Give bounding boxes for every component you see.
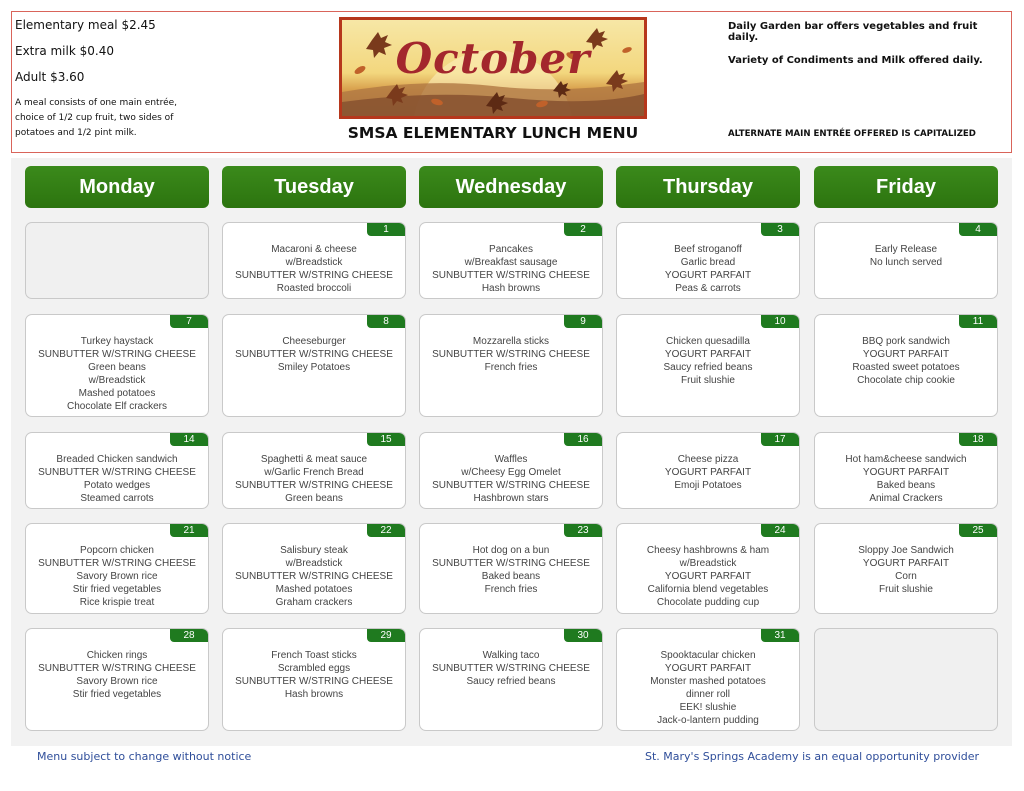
date-number: 1 [367, 223, 405, 236]
day-cell [25, 314, 209, 417]
date-number: 2 [564, 223, 602, 236]
day-cell [25, 432, 209, 509]
menu-item: YOGURT PARFAIT [664, 571, 752, 582]
day-cell [814, 432, 998, 509]
menu-item: Baked beans [481, 571, 541, 582]
menu-item: Potato wedges [83, 480, 151, 491]
date-number: 28 [170, 629, 208, 642]
menu-items [420, 243, 602, 295]
date-number: 30 [564, 629, 602, 642]
day-cell [814, 628, 998, 731]
menu-item: SUNBUTTER W/STRING CHEESE [38, 349, 196, 360]
menu-item: YOGURT PARFAIT [862, 558, 950, 569]
menu-item: Roasted broccoli [276, 283, 352, 294]
date-number: 22 [367, 524, 405, 537]
menu-item: Stir fried vegetables [72, 584, 162, 595]
menu-item: Chicken quesadilla [666, 336, 750, 347]
day-cell [814, 314, 998, 417]
date-number: 18 [959, 433, 997, 446]
october-banner [339, 17, 647, 119]
menu-item: Emoji Potatoes [674, 480, 742, 491]
menu-item: BBQ pork sandwich [862, 336, 950, 347]
date-number: 17 [761, 433, 799, 446]
day-cell [814, 523, 998, 614]
menu-item: Fruit slushie [879, 584, 933, 595]
menu-item: Saucy refried beans [466, 676, 556, 687]
menu-item: French Toast sticks [271, 650, 357, 661]
menu-item: Cheesy hashbrowns & ham [646, 545, 770, 556]
menu-item: YOGURT PARFAIT [862, 467, 950, 478]
menu-item: SUNBUTTER W/STRING CHEESE [235, 571, 393, 582]
date-number: 24 [761, 524, 799, 537]
menu-item: Saucy refried beans [663, 362, 753, 373]
menu-item: SUNBUTTER W/STRING CHEESE [235, 349, 393, 360]
day-cell [419, 523, 603, 614]
menu-item: Sloppy Joe Sandwich [858, 545, 954, 556]
menu-item: Early Release [874, 244, 938, 255]
day-header-friday: Friday [814, 166, 998, 208]
menu-item: Scrambled eggs [277, 663, 351, 674]
menu-item: EEK! slushie [679, 702, 737, 713]
menu-item: SUNBUTTER W/STRING CHEESE [38, 663, 196, 674]
menu-item: YOGURT PARFAIT [664, 467, 752, 478]
menu-item: Baked beans [876, 480, 936, 491]
menu-item: Savory Brown rice [76, 571, 158, 582]
menu-item: dinner roll [686, 689, 730, 700]
menu-item: Steamed carrots [80, 493, 154, 504]
menu-item: Stir fried vegetables [72, 689, 162, 700]
menu-items [617, 335, 799, 387]
meal-desc-line: potatoes and 1/2 pint milk. [15, 128, 137, 138]
date-number: 15 [367, 433, 405, 446]
date-number: 25 [959, 524, 997, 537]
month-title: October [395, 34, 591, 83]
menu-item: Smiley Potatoes [277, 362, 351, 373]
date-number: 9 [564, 315, 602, 328]
menu-item: Green beans [285, 493, 343, 504]
condiments-note: Variety of Condiments and Milk offered daily. [728, 55, 983, 66]
menu-item: California blend vegetables [647, 584, 769, 595]
day-cell [222, 523, 406, 614]
garden-bar-note: Daily Garden bar offers vegetables and fruit daily. [728, 21, 978, 43]
menu-item: SUNBUTTER W/STRING CHEESE [38, 467, 196, 478]
menu-items [815, 243, 997, 269]
menu-item: Beef stroganoff [674, 244, 742, 255]
elementary-price: Elementary meal $2.45 [15, 18, 156, 32]
menu-item: Garlic bread [680, 257, 736, 268]
date-number: 16 [564, 433, 602, 446]
menu-item: Waffles [494, 454, 528, 465]
menu-item: Fruit slushie [681, 375, 735, 386]
date-number: 11 [959, 315, 997, 328]
menu-item: Hash browns [481, 283, 541, 294]
day-cell [25, 628, 209, 731]
day-cell [222, 432, 406, 509]
menu-item: Mashed potatoes [275, 584, 353, 595]
menu-item: SUNBUTTER W/STRING CHEESE [432, 558, 590, 569]
menu-items [420, 649, 602, 688]
menu-item: w/Breadstick [88, 375, 146, 386]
menu-item: w/Breadstick [285, 558, 343, 569]
menu-item: Hot ham&cheese sandwich [845, 454, 967, 465]
menu-header [11, 11, 1012, 153]
menu-item: w/Garlic French Bread [264, 467, 364, 478]
page-title: SMSA ELEMENTARY LUNCH MENU [347, 124, 639, 142]
menu-item: Hot dog on a bun [472, 545, 550, 556]
menu-item: Macaroni & cheese [271, 244, 357, 255]
day-header-wednesday: Wednesday [419, 166, 603, 208]
date-number: 21 [170, 524, 208, 537]
menu-item: w/Breadstick [679, 558, 737, 569]
info-notes [728, 21, 1008, 78]
alternate-entree-note: ALTERNATE MAIN ENTRÉE OFFERED IS CAPITALIZED [728, 129, 976, 139]
menu-item: SUNBUTTER W/STRING CHEESE [38, 558, 196, 569]
day-cell [814, 222, 998, 299]
day-cell [222, 222, 406, 299]
footer-equal-opportunity: St. Mary's Springs Academy is an equal opportunity provider [645, 750, 980, 763]
menu-item: Pancakes [489, 244, 533, 255]
menu-item: SUNBUTTER W/STRING CHEESE [235, 676, 393, 687]
menu-item: Corn [895, 571, 917, 582]
meal-description [15, 96, 185, 141]
menu-items [26, 649, 208, 701]
date-number: 10 [761, 315, 799, 328]
menu-item: SUNBUTTER W/STRING CHEESE [432, 270, 590, 281]
day-cell [222, 314, 406, 417]
menu-items [26, 453, 208, 505]
date-number: 23 [564, 524, 602, 537]
date-number: 4 [959, 223, 997, 236]
menu-item: YOGURT PARFAIT [664, 349, 752, 360]
menu-item: Chocolate pudding cup [656, 597, 760, 608]
day-cell [616, 523, 800, 614]
menu-item: w/Cheesy Egg Omelet [461, 467, 561, 478]
menu-item: Rice krispie treat [79, 597, 155, 608]
menu-item: Hash browns [284, 689, 344, 700]
menu-items [223, 453, 405, 505]
menu-items [223, 243, 405, 295]
menu-item: SUNBUTTER W/STRING CHEESE [235, 270, 393, 281]
menu-items [420, 453, 602, 505]
menu-item: Mashed potatoes [78, 388, 156, 399]
footer-disclaimer: Menu subject to change without notice [37, 750, 252, 763]
date-number: 7 [170, 315, 208, 328]
menu-item: Salisbury steak [280, 545, 348, 556]
day-cell [419, 628, 603, 731]
meal-desc-line: choice of 1/2 cup fruit, two sides of [15, 113, 174, 123]
menu-item: Cheese pizza [677, 454, 739, 465]
menu-item: Savory Brown rice [76, 676, 158, 687]
adult-price: Adult $3.60 [15, 70, 85, 84]
menu-item: No lunch served [869, 257, 943, 268]
date-number: 14 [170, 433, 208, 446]
day-cell [616, 314, 800, 417]
menu-item: Animal Crackers [869, 493, 943, 504]
menu-item: YOGURT PARFAIT [862, 349, 950, 360]
menu-items [420, 335, 602, 374]
day-cell [616, 222, 800, 299]
menu-items [617, 243, 799, 295]
menu-item: w/Breakfast sausage [464, 257, 558, 268]
extra-milk-price: Extra milk $0.40 [15, 44, 114, 58]
menu-item: Spaghetti & meat sauce [260, 454, 368, 465]
menu-items [815, 335, 997, 387]
menu-item: YOGURT PARFAIT [664, 270, 752, 281]
menu-items [617, 649, 799, 727]
menu-item: Graham crackers [275, 597, 353, 608]
day-cell [222, 628, 406, 731]
day-cell [616, 628, 800, 731]
day-cell [419, 432, 603, 509]
menu-items [815, 544, 997, 596]
menu-item: SUNBUTTER W/STRING CHEESE [432, 663, 590, 674]
menu-item: Green beans [88, 362, 146, 373]
menu-item: Jack-o-lantern pudding [657, 715, 759, 726]
day-header-thursday: Thursday [616, 166, 800, 208]
date-number: 8 [367, 315, 405, 328]
menu-items [26, 544, 208, 609]
menu-items [26, 335, 208, 413]
menu-items [223, 649, 405, 701]
menu-items [420, 544, 602, 596]
menu-items [223, 335, 405, 374]
date-number: 31 [761, 629, 799, 642]
menu-item: w/Breadstick [285, 257, 343, 268]
menu-item: Breaded Chicken sandwich [56, 454, 178, 465]
menu-item: SUNBUTTER W/STRING CHEESE [432, 480, 590, 491]
menu-item: Peas & carrots [675, 283, 741, 294]
menu-item: Hashbrown stars [473, 493, 549, 504]
meal-desc-line: A meal consists of one main entrée, [15, 98, 178, 108]
menu-item: Chocolate chip cookie [857, 375, 955, 386]
menu-item: Chicken rings [86, 650, 148, 661]
menu-item: Walking taco [482, 650, 540, 661]
day-cell [25, 523, 209, 614]
date-number: 29 [367, 629, 405, 642]
menu-item: French fries [484, 362, 538, 373]
menu-item: SUNBUTTER W/STRING CHEESE [235, 480, 393, 491]
menu-item: YOGURT PARFAIT [664, 663, 752, 674]
menu-item: French fries [484, 584, 538, 595]
menu-item: Cheeseburger [282, 336, 346, 347]
day-header-tuesday: Tuesday [222, 166, 406, 208]
menu-items [815, 453, 997, 505]
menu-item: SUNBUTTER W/STRING CHEESE [432, 349, 590, 360]
menu-items [617, 453, 799, 492]
menu-item: Spooktacular chicken [660, 650, 756, 661]
date-number: 3 [761, 223, 799, 236]
day-cell [419, 222, 603, 299]
day-header-monday: Monday [25, 166, 209, 208]
menu-items [617, 544, 799, 609]
menu-item: Chocolate Elf crackers [66, 401, 168, 412]
price-list [15, 18, 185, 141]
menu-item: Roasted sweet potatoes [852, 362, 960, 373]
menu-item: Turkey haystack [80, 336, 154, 347]
day-cell [25, 222, 209, 299]
day-cell [419, 314, 603, 417]
menu-item: Monster mashed potatoes [650, 676, 766, 687]
menu-item: Popcorn chicken [80, 545, 154, 556]
day-cell [616, 432, 800, 509]
menu-items [223, 544, 405, 609]
menu-item: Mozzarella sticks [472, 336, 550, 347]
